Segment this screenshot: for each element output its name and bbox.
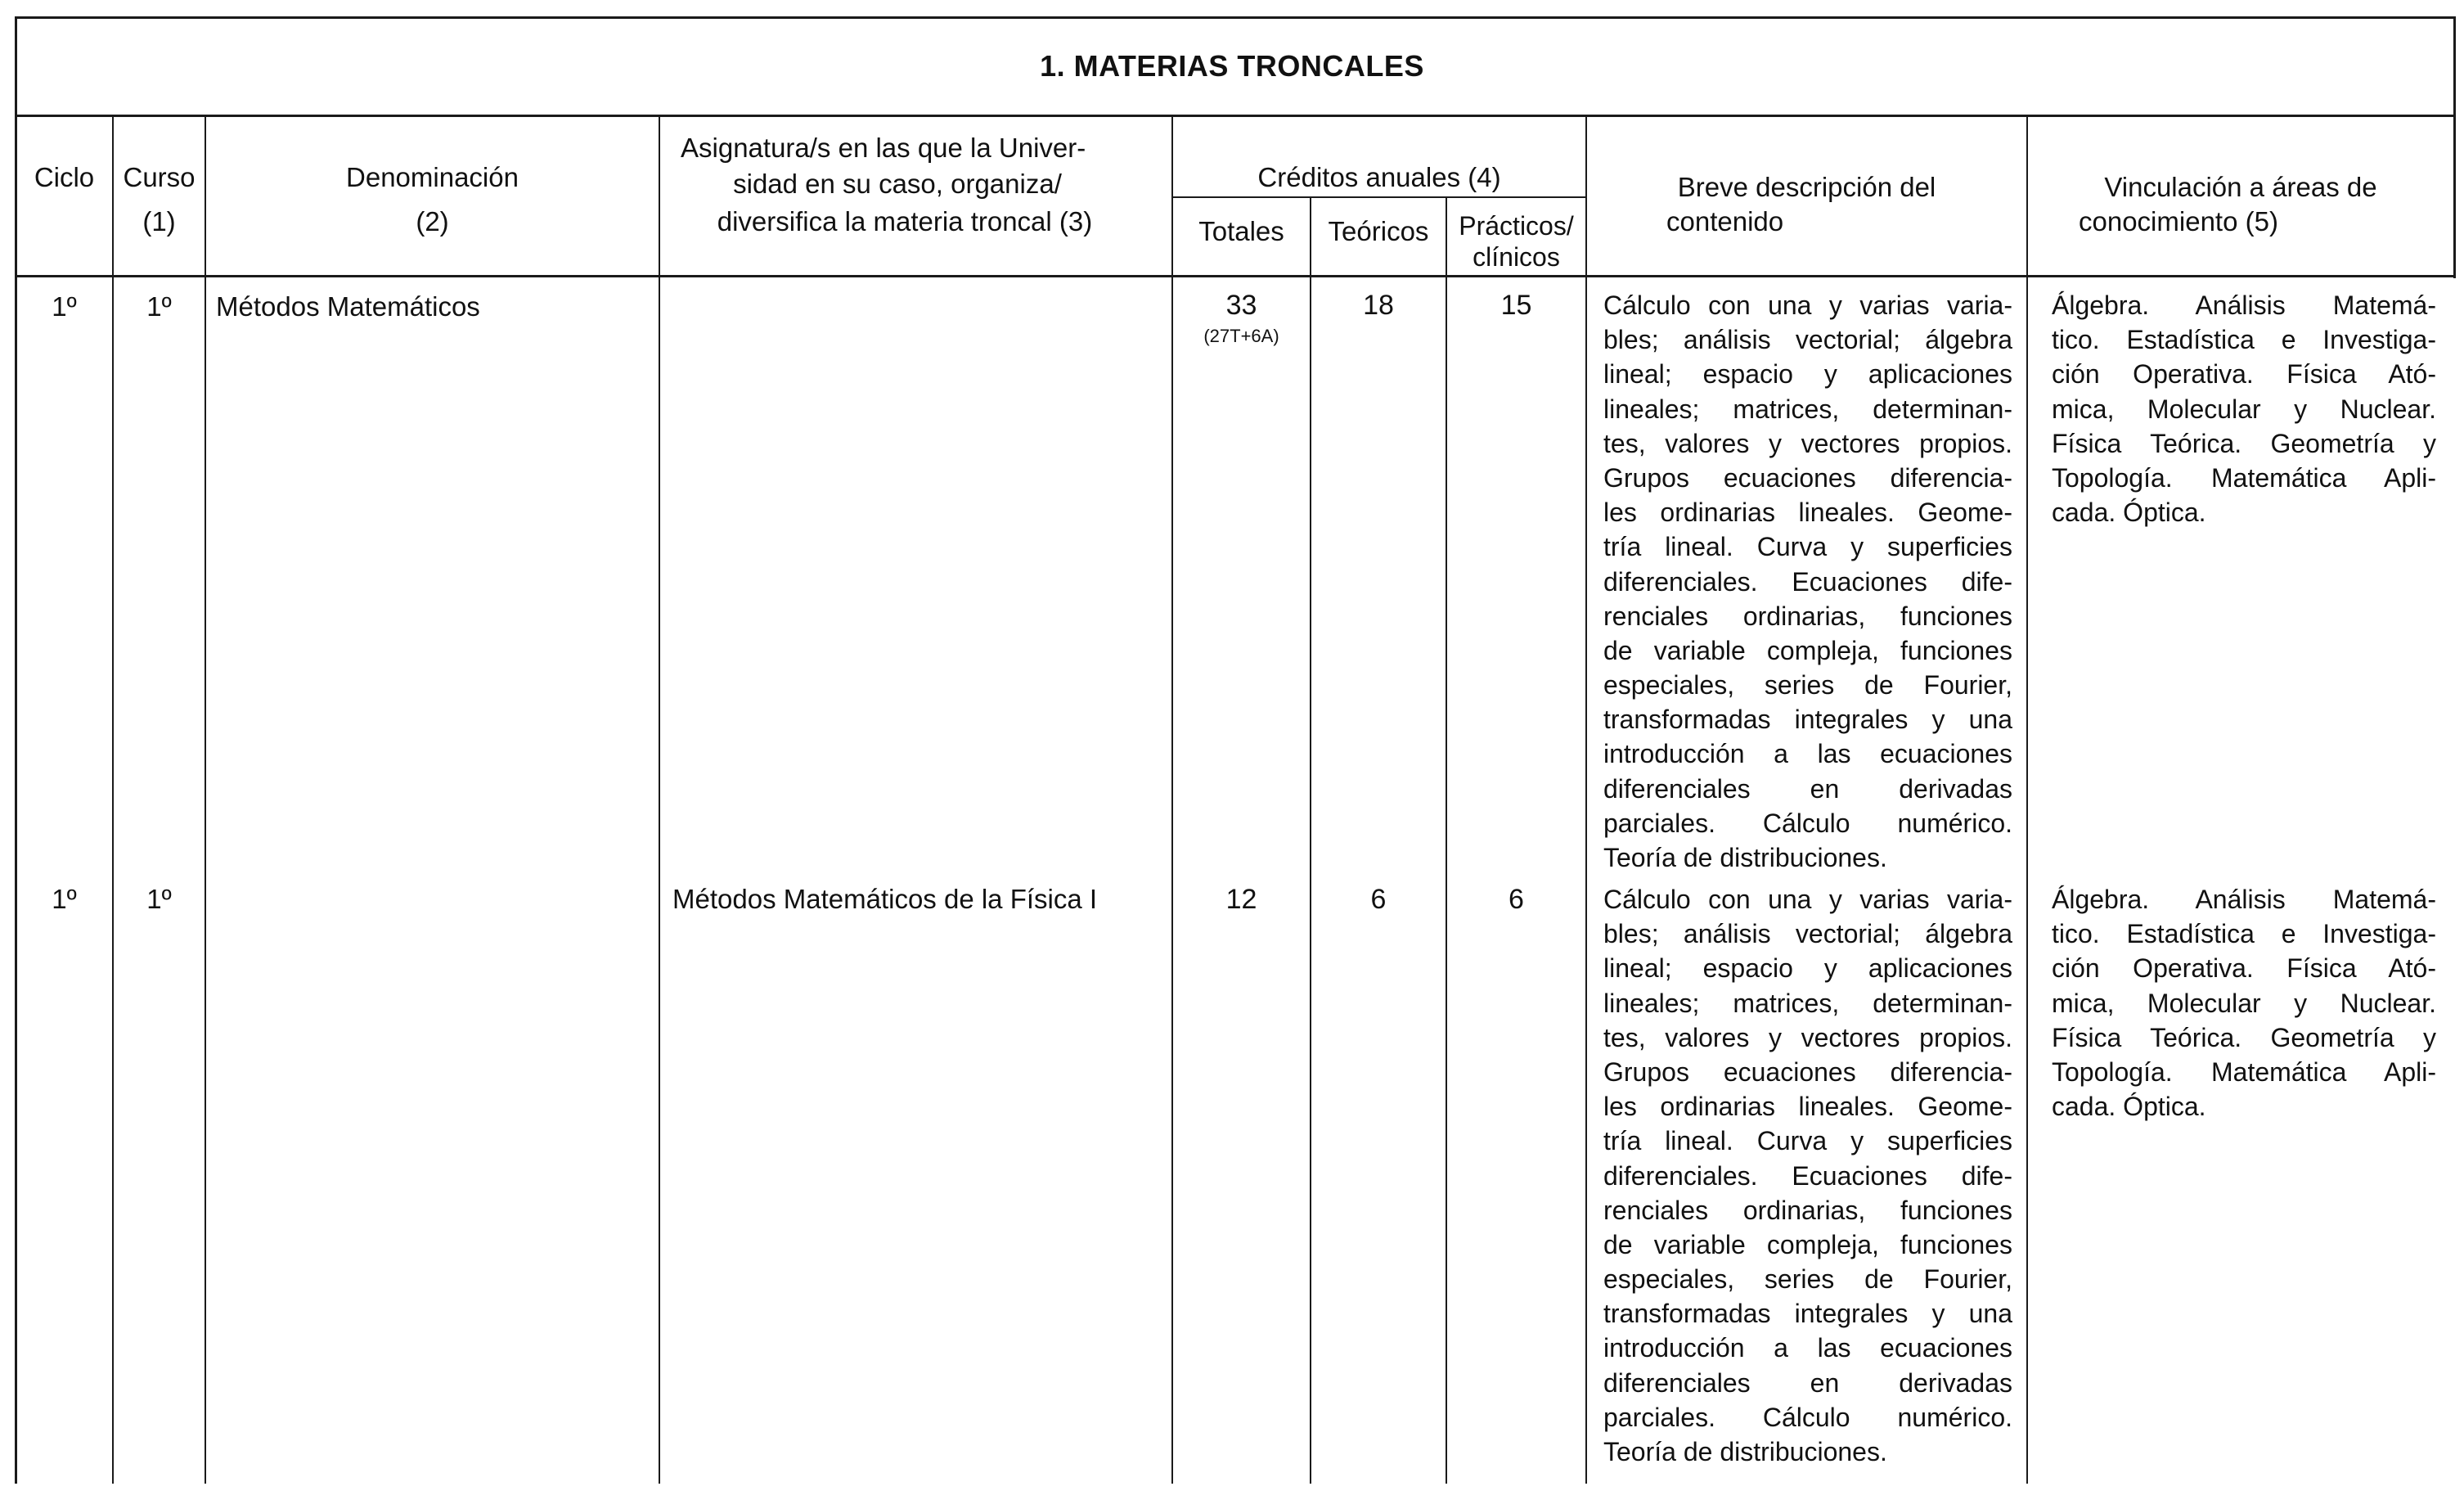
header-teoricos: Teóricos xyxy=(1328,216,1429,246)
header-asignatura-line-3: diversifica la materia troncal (3) xyxy=(717,206,1093,236)
row2-descripcion-line: bles; análisis vectorial; álgebra xyxy=(1603,919,2012,949)
row1-ciclo: 1º xyxy=(52,291,77,322)
row2-descripcion-line: Cálculo con una y varias varia- xyxy=(1603,885,2012,914)
row2-ciclo: 1º xyxy=(52,884,77,914)
header-bottom-border xyxy=(15,275,2456,277)
col-divider-denominacion xyxy=(659,115,660,1484)
row1-vinculacion-line: tico. Estadística e Investiga- xyxy=(2052,325,2436,355)
row2-descripcion-line: lineales; matrices, determinan- xyxy=(1603,988,2012,1018)
row2-descripcion-line: tría lineal. Curva y superficies xyxy=(1603,1126,2012,1156)
row1-descripcion-line: diferenciales. Ecuaciones dife- xyxy=(1603,566,2012,597)
row2-vinculacion-line: Física Teórica. Geometría y xyxy=(2052,1022,2436,1052)
header-curso: Curso xyxy=(123,162,196,192)
row2-vinculacion-line: Topología. Matemática Apli- xyxy=(2052,1056,2436,1087)
col-divider-practicos xyxy=(1585,115,1587,1484)
col-divider-descripcion xyxy=(2026,115,2028,1484)
row2-asignatura: Métodos Matemáticos de la Física I xyxy=(672,884,1098,914)
row1-descripcion-line: les ordinarias lineales. Geome- xyxy=(1603,498,2012,528)
row1-descripcion-line: Grupos ecuaciones diferencia- xyxy=(1603,462,2012,493)
header-ciclo: Ciclo xyxy=(34,162,95,192)
header-asignatura-line-1: Asignatura/s en las que la Univer- xyxy=(681,133,1086,163)
col-divider-curso xyxy=(205,115,206,1484)
row1-vinculacion-line: ción Operativa. Física Ató- xyxy=(2052,359,2436,390)
row2-vinculacion-line: ción Operativa. Física Ató- xyxy=(2052,953,2436,984)
header-creditos: Créditos anuales (4) xyxy=(1257,162,1501,192)
row1-descripcion-line: Teoría de distribuciones. xyxy=(1603,843,1887,872)
title-bottom-border xyxy=(15,115,2456,117)
row2-vinculacion-line: mica, Molecular y Nuclear. xyxy=(2052,988,2436,1018)
row1-totales-note: (27T+6A) xyxy=(1203,326,1279,346)
row2-descripcion-line: lineal; espacio y aplicaciones xyxy=(1603,953,2012,984)
row1-descripcion-line: renciales ordinarias, funciones xyxy=(1603,601,2012,631)
header-clinicos: clínicos xyxy=(1473,242,1560,272)
row2-descripcion xyxy=(1603,882,2012,1469)
row1-descripcion-line: lineales; matrices, determinan- xyxy=(1603,394,2012,424)
row1-vinculacion-line: cada. Óptica. xyxy=(2052,498,2206,528)
row1-descripcion-line: Cálculo con una y varias varia- xyxy=(1603,291,2012,320)
row2-descripcion-line: renciales ordinarias, funciones xyxy=(1603,1195,2012,1225)
col-divider-totales xyxy=(1310,196,1311,1484)
row2-descripcion-line: transformadas integrales y una xyxy=(1603,1299,2012,1329)
row2-vinculacion-line: Álgebra. Análisis Matemá- xyxy=(2052,885,2436,914)
row2-descripcion-line: diferenciales en derivadas xyxy=(1603,1367,2012,1398)
col-divider-teoricos xyxy=(1446,196,1447,1484)
row2-descripcion-line: de variable compleja, funciones xyxy=(1603,1229,2012,1259)
row2-descripcion-line: especiales, series de Fourier, xyxy=(1603,1264,2012,1295)
row1-vinculacion xyxy=(2052,288,2436,529)
row1-curso: 1º xyxy=(146,291,172,322)
row1-vinculacion-line: Topología. Matemática Apli- xyxy=(2052,462,2436,493)
row2-descripcion-line: parciales. Cálculo numérico. xyxy=(1603,1402,2012,1432)
table-top-border xyxy=(15,16,2456,19)
row2-totales: 12 xyxy=(1225,884,1257,915)
row1-descripcion-line: bles; análisis vectorial; álgebra xyxy=(1603,325,2012,355)
row1-descripcion-line: de variable compleja, funciones xyxy=(1603,635,2012,665)
row2-vinculacion xyxy=(2052,882,2436,1124)
row2-descripcion-line: tes, valores y vectores propios. xyxy=(1603,1022,2012,1052)
row2-vinculacion-line: tico. Estadística e Investiga- xyxy=(2052,919,2436,949)
header-totales: Totales xyxy=(1198,216,1284,246)
header-vinculacion-line-2: conocimiento (5) xyxy=(2079,206,2278,236)
row2-descripcion-line: introducción a las ecuaciones xyxy=(1603,1333,2012,1363)
header-denominacion-note: (2) xyxy=(416,206,449,236)
header-practicos: Prácticos/ xyxy=(1459,211,1574,241)
row2-descripcion-line: Teoría de distribuciones. xyxy=(1603,1437,1887,1466)
row1-descripcion-line: lineal; espacio y aplicaciones xyxy=(1603,359,2012,390)
row2-practicos: 6 xyxy=(1509,884,1524,915)
table-left-border xyxy=(15,16,17,1484)
row2-descripcion-line: Grupos ecuaciones diferencia- xyxy=(1603,1056,2012,1087)
row1-descripcion-line: introducción a las ecuaciones xyxy=(1603,739,2012,769)
row1-descripcion-line: especiales, series de Fourier, xyxy=(1603,670,2012,700)
header-descripcion-line-1: Breve descripción del xyxy=(1677,172,1936,202)
row1-descripcion-line: tes, valores y vectores propios. xyxy=(1603,428,2012,458)
row2-vinculacion-line: cada. Óptica. xyxy=(2052,1092,2206,1122)
row1-vinculacion-line: mica, Molecular y Nuclear. xyxy=(2052,394,2436,424)
header-asignatura-line-2: sidad en su caso, organiza/ xyxy=(733,169,1062,199)
row1-vinculacion-line: Álgebra. Análisis Matemá- xyxy=(2052,291,2436,320)
row1-descripcion-line: transformadas integrales y una xyxy=(1603,705,2012,735)
header-denominacion: Denominación xyxy=(346,162,519,192)
row1-descripcion-line: tría lineal. Curva y superficies xyxy=(1603,532,2012,562)
header-descripcion-line-2: contenido xyxy=(1666,206,1784,236)
row1-descripcion-line: parciales. Cálculo numérico. xyxy=(1603,808,2012,838)
row2-teoricos: 6 xyxy=(1370,884,1387,915)
row1-vinculacion-line: Física Teórica. Geometría y xyxy=(2052,428,2436,458)
row2-descripcion-line: diferenciales. Ecuaciones dife- xyxy=(1603,1160,2012,1191)
row2-descripcion-line: les ordinarias lineales. Geome- xyxy=(1603,1092,2012,1122)
header-curso-note: (1) xyxy=(142,206,176,236)
header-vinculacion-line-1: Vinculación a áreas de xyxy=(2104,172,2377,202)
row1-descripcion-line: diferenciales en derivadas xyxy=(1603,773,2012,804)
row1-denominacion: Métodos Matemáticos xyxy=(216,291,480,322)
row1-totales: 33 xyxy=(1225,290,1257,321)
row1-practicos: 15 xyxy=(1500,290,1532,321)
row1-teoricos: 18 xyxy=(1363,290,1394,321)
row2-curso: 1º xyxy=(146,884,172,914)
row1-descripcion xyxy=(1603,288,2012,875)
section-title: 1. MATERIAS TRONCALES xyxy=(1040,49,1424,83)
